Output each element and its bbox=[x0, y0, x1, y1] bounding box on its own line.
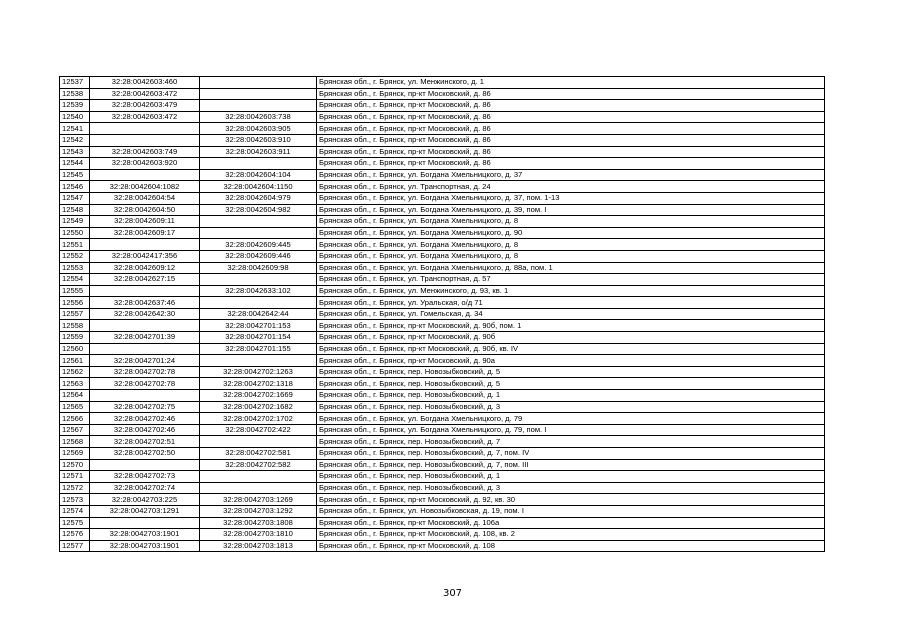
address-cell: Брянская обл., г. Брянск, пер. Новозыбковский, д. 3 bbox=[317, 482, 825, 494]
object-cadastral-number-cell: 32:28:0042603:905 bbox=[200, 123, 317, 135]
object-cadastral-number-cell: 32:28:0042703:1292 bbox=[200, 505, 317, 517]
row-number-cell: 12555 bbox=[60, 285, 90, 297]
cadastral-number-cell: 32:28:0042609:17 bbox=[90, 227, 200, 239]
object-cadastral-number-cell: 32:28:0042603:910 bbox=[200, 134, 317, 146]
object-cadastral-number-cell: 32:28:0042703:1810 bbox=[200, 529, 317, 541]
address-cell: Брянская обл., г. Брянск, пр-кт Московский, д. 86 bbox=[317, 100, 825, 112]
object-cadastral-number-cell bbox=[200, 274, 317, 286]
table-row bbox=[60, 320, 825, 332]
row-number-cell: 12560 bbox=[60, 343, 90, 355]
row-number-cell: 12572 bbox=[60, 482, 90, 494]
object-cadastral-number-cell: 32:28:0042702:1682 bbox=[200, 401, 317, 413]
cadastral-number-cell: 32:28:0042637:46 bbox=[90, 297, 200, 309]
address-cell: Брянская обл., г. Брянск, ул. Богдана Хмельницкого, д. 88а, пом. 1 bbox=[317, 262, 825, 274]
row-number-cell: 12571 bbox=[60, 471, 90, 483]
table-row bbox=[60, 343, 825, 355]
table-row bbox=[60, 181, 825, 193]
cadastral-number-cell: 32:28:0042701:39 bbox=[90, 332, 200, 344]
registry-table-body bbox=[60, 77, 825, 552]
object-cadastral-number-cell: 32:28:0042609:98 bbox=[200, 262, 317, 274]
cadastral-number-cell: 32:28:0042603:920 bbox=[90, 158, 200, 170]
row-number-cell: 12549 bbox=[60, 216, 90, 228]
row-number-cell: 12563 bbox=[60, 378, 90, 390]
object-cadastral-number-cell: 32:28:0042703:1813 bbox=[200, 540, 317, 552]
address-cell: Брянская обл., г. Брянск, ул. Богдана Хмельницкого, д. 8 bbox=[317, 250, 825, 262]
row-number-cell: 12539 bbox=[60, 100, 90, 112]
object-cadastral-number-cell: 32:28:0042603:911 bbox=[200, 146, 317, 158]
row-number-cell: 12562 bbox=[60, 366, 90, 378]
table-row bbox=[60, 355, 825, 367]
address-cell: Брянская обл., г. Брянск, пр-кт Московский, д. 86 bbox=[317, 88, 825, 100]
table-row bbox=[60, 216, 825, 228]
cadastral-number-cell bbox=[90, 320, 200, 332]
address-cell: Брянская обл., г. Брянск, пер. Новозыбковский, д. 1 bbox=[317, 390, 825, 402]
object-cadastral-number-cell: 32:28:0042603:738 bbox=[200, 111, 317, 123]
table-row bbox=[60, 204, 825, 216]
table-row bbox=[60, 413, 825, 425]
row-number-cell: 12547 bbox=[60, 192, 90, 204]
object-cadastral-number-cell: 32:28:0042702:581 bbox=[200, 448, 317, 460]
cadastral-number-cell bbox=[90, 343, 200, 355]
cadastral-number-cell bbox=[90, 390, 200, 402]
table-row bbox=[60, 436, 825, 448]
address-cell: Брянская обл., г. Брянск, пр-кт Московский, д. 90б bbox=[317, 332, 825, 344]
address-cell: Брянская обл., г. Брянск, ул. Богдана Хмельницкого, д. 37, пом. 1-13 bbox=[317, 192, 825, 204]
object-cadastral-number-cell: 32:28:0042702:1702 bbox=[200, 413, 317, 425]
object-cadastral-number-cell: 32:28:0042604:982 bbox=[200, 204, 317, 216]
row-number-cell: 12541 bbox=[60, 123, 90, 135]
cadastral-number-cell: 32:28:0042603:472 bbox=[90, 88, 200, 100]
table-row bbox=[60, 424, 825, 436]
object-cadastral-number-cell bbox=[200, 100, 317, 112]
address-cell: Брянская обл., г. Брянск, ул. Богдана Хмельницкого, д. 90 bbox=[317, 227, 825, 239]
address-cell: Брянская обл., г. Брянск, ул. Новозыбковская, д. 19, пом. I bbox=[317, 505, 825, 517]
address-cell: Брянская обл., г. Брянск, пр-кт Московский, д. 86 bbox=[317, 111, 825, 123]
object-cadastral-number-cell: 32:28:0042609:446 bbox=[200, 250, 317, 262]
address-cell: Брянская обл., г. Брянск, пр-кт Московский, д. 86 bbox=[317, 146, 825, 158]
table-row bbox=[60, 390, 825, 402]
object-cadastral-number-cell: 32:28:0042702:1669 bbox=[200, 390, 317, 402]
address-cell: Брянская обл., г. Брянск, пер. Новозыбковский, д. 7 bbox=[317, 436, 825, 448]
object-cadastral-number-cell bbox=[200, 158, 317, 170]
cadastral-number-cell: 32:28:0042604:1082 bbox=[90, 181, 200, 193]
table-row bbox=[60, 540, 825, 552]
address-cell: Брянская обл., г. Брянск, ул. Богдана Хмельницкого, д. 8 bbox=[317, 216, 825, 228]
row-number-cell: 12552 bbox=[60, 250, 90, 262]
cadastral-number-cell: 32:28:0042603:479 bbox=[90, 100, 200, 112]
row-number-cell: 12540 bbox=[60, 111, 90, 123]
object-cadastral-number-cell: 32:28:0042604:104 bbox=[200, 169, 317, 181]
table-row bbox=[60, 471, 825, 483]
address-cell: Брянская обл., г. Брянск, пр-кт Московский, д. 108, кв. 2 bbox=[317, 529, 825, 541]
row-number-cell: 12550 bbox=[60, 227, 90, 239]
table-row bbox=[60, 111, 825, 123]
object-cadastral-number-cell bbox=[200, 482, 317, 494]
address-cell: Брянская обл., г. Брянск, ул. Богдана Хмельницкого, д. 39, пом. I bbox=[317, 204, 825, 216]
row-number-cell: 12557 bbox=[60, 308, 90, 320]
object-cadastral-number-cell: 32:28:0042702:422 bbox=[200, 424, 317, 436]
address-cell: Брянская обл., г. Брянск, пер. Новозыбковский, д. 3 bbox=[317, 401, 825, 413]
table-row bbox=[60, 134, 825, 146]
table-row bbox=[60, 308, 825, 320]
row-number-cell: 12573 bbox=[60, 494, 90, 506]
row-number-cell: 12574 bbox=[60, 505, 90, 517]
cadastral-number-cell: 32:28:0042703:1291 bbox=[90, 505, 200, 517]
row-number-cell: 12559 bbox=[60, 332, 90, 344]
address-cell: Брянская обл., г. Брянск, ул. Менжинского, д. 1 bbox=[317, 77, 825, 89]
object-cadastral-number-cell: 32:28:0042702:582 bbox=[200, 459, 317, 471]
row-number-cell: 12556 bbox=[60, 297, 90, 309]
cadastral-number-cell: 32:28:0042417:356 bbox=[90, 250, 200, 262]
object-cadastral-number-cell: 32:28:0042702:1318 bbox=[200, 378, 317, 390]
address-cell: Брянская обл., г. Брянск, пр-кт Московский, д. 86 bbox=[317, 134, 825, 146]
table-row bbox=[60, 401, 825, 413]
cadastral-number-cell: 32:28:0042702:75 bbox=[90, 401, 200, 413]
object-cadastral-number-cell bbox=[200, 297, 317, 309]
row-number-cell: 12566 bbox=[60, 413, 90, 425]
table-row bbox=[60, 274, 825, 286]
address-cell: Брянская обл., г. Брянск, ул. Гомельская, д. 34 bbox=[317, 308, 825, 320]
address-cell: Брянская обл., г. Брянск, пер. Новозыбковский, д. 5 bbox=[317, 378, 825, 390]
cadastral-number-cell: 32:28:0042642:30 bbox=[90, 308, 200, 320]
cadastral-number-cell: 32:28:0042604:54 bbox=[90, 192, 200, 204]
address-cell: Брянская обл., г. Брянск, ул. Богдана Хмельницкого, д. 79, пом. I bbox=[317, 424, 825, 436]
address-cell: Брянская обл., г. Брянск, пр-кт Московский, д. 92, кв. 30 bbox=[317, 494, 825, 506]
cadastral-number-cell bbox=[90, 517, 200, 529]
cadastral-number-cell: 32:28:0042703:225 bbox=[90, 494, 200, 506]
table-row bbox=[60, 123, 825, 135]
row-number-cell: 12564 bbox=[60, 390, 90, 402]
address-cell: Брянская обл., г. Брянск, пр-кт Московский, д. 86 bbox=[317, 123, 825, 135]
cadastral-number-cell: 32:28:0042702:51 bbox=[90, 436, 200, 448]
page-number: 307 bbox=[442, 588, 463, 599]
table-row bbox=[60, 100, 825, 112]
row-number-cell: 12577 bbox=[60, 540, 90, 552]
cadastral-number-cell: 32:28:0042627:15 bbox=[90, 274, 200, 286]
address-cell: Брянская обл., г. Брянск, пр-кт Московский, д. 90б, кв. IV bbox=[317, 343, 825, 355]
row-number-cell: 12554 bbox=[60, 274, 90, 286]
row-number-cell: 12558 bbox=[60, 320, 90, 332]
table-row bbox=[60, 378, 825, 390]
address-cell: Брянская обл., г. Брянск, пер. Новозыбковский, д. 1 bbox=[317, 471, 825, 483]
row-number-cell: 12545 bbox=[60, 169, 90, 181]
cadastral-number-cell: 32:28:0042609:11 bbox=[90, 216, 200, 228]
address-cell: Брянская обл., г. Брянск, пр-кт Московский, д. 90б, пом. 1 bbox=[317, 320, 825, 332]
address-cell: Брянская обл., г. Брянск, ул. Богдана Хмельницкого, д. 79 bbox=[317, 413, 825, 425]
cadastral-number-cell bbox=[90, 239, 200, 251]
object-cadastral-number-cell bbox=[200, 88, 317, 100]
row-number-cell: 12567 bbox=[60, 424, 90, 436]
cadastral-number-cell: 32:28:0042609:12 bbox=[90, 262, 200, 274]
object-cadastral-number-cell: 32:28:0042604:1150 bbox=[200, 181, 317, 193]
address-cell: Брянская обл., г. Брянск, пр-кт Московский, д. 108 bbox=[317, 540, 825, 552]
cadastral-number-cell: 32:28:0042702:74 bbox=[90, 482, 200, 494]
cadastral-number-cell: 32:28:0042702:46 bbox=[90, 424, 200, 436]
table-row bbox=[60, 332, 825, 344]
cadastral-number-cell: 32:28:0042702:73 bbox=[90, 471, 200, 483]
address-cell: Брянская обл., г. Брянск, ул. Богдана Хмельницкого, д. 8 bbox=[317, 239, 825, 251]
cadastral-number-cell bbox=[90, 459, 200, 471]
table-row bbox=[60, 505, 825, 517]
row-number-cell: 12568 bbox=[60, 436, 90, 448]
object-cadastral-number-cell: 32:28:0042702:1263 bbox=[200, 366, 317, 378]
cadastral-number-cell: 32:28:0042604:50 bbox=[90, 204, 200, 216]
row-number-cell: 12570 bbox=[60, 459, 90, 471]
table-row bbox=[60, 448, 825, 460]
object-cadastral-number-cell bbox=[200, 216, 317, 228]
table-row bbox=[60, 169, 825, 181]
row-number-cell: 12548 bbox=[60, 204, 90, 216]
cadastral-number-cell bbox=[90, 285, 200, 297]
object-cadastral-number-cell: 32:28:0042701:154 bbox=[200, 332, 317, 344]
row-number-cell: 12576 bbox=[60, 529, 90, 541]
row-number-cell: 12569 bbox=[60, 448, 90, 460]
table-row bbox=[60, 494, 825, 506]
address-cell: Брянская обл., г. Брянск, ул. Богдана Хмельницкого, д. 37 bbox=[317, 169, 825, 181]
object-cadastral-number-cell: 32:28:0042703:1269 bbox=[200, 494, 317, 506]
object-cadastral-number-cell bbox=[200, 355, 317, 367]
object-cadastral-number-cell: 32:28:0042609:445 bbox=[200, 239, 317, 251]
table-row bbox=[60, 366, 825, 378]
row-number-cell: 12544 bbox=[60, 158, 90, 170]
row-number-cell: 12542 bbox=[60, 134, 90, 146]
row-number-cell: 12565 bbox=[60, 401, 90, 413]
cadastral-number-cell bbox=[90, 134, 200, 146]
object-cadastral-number-cell: 32:28:0042642:44 bbox=[200, 308, 317, 320]
cadastral-number-cell: 32:28:0042702:46 bbox=[90, 413, 200, 425]
row-number-cell: 12561 bbox=[60, 355, 90, 367]
address-cell: Брянская обл., г. Брянск, ул. Транспортная, д. 57 bbox=[317, 274, 825, 286]
row-number-cell: 12551 bbox=[60, 239, 90, 251]
cadastral-number-cell: 32:28:0042701:24 bbox=[90, 355, 200, 367]
registry-table bbox=[59, 76, 825, 552]
table-row bbox=[60, 239, 825, 251]
table-row bbox=[60, 297, 825, 309]
row-number-cell: 12537 bbox=[60, 77, 90, 89]
row-number-cell: 12575 bbox=[60, 517, 90, 529]
table-row bbox=[60, 262, 825, 274]
cadastral-number-cell bbox=[90, 123, 200, 135]
table-row bbox=[60, 482, 825, 494]
row-number-cell: 12538 bbox=[60, 88, 90, 100]
object-cadastral-number-cell: 32:28:0042701:153 bbox=[200, 320, 317, 332]
object-cadastral-number-cell bbox=[200, 471, 317, 483]
address-cell: Брянская обл., г. Брянск, ул. Менжинского, д. 93, кв. 1 bbox=[317, 285, 825, 297]
address-cell: Брянская обл., г. Брянск, пер. Новозыбковский, д. 7, пом. III bbox=[317, 459, 825, 471]
table-row bbox=[60, 227, 825, 239]
object-cadastral-number-cell: 32:28:0042604:979 bbox=[200, 192, 317, 204]
object-cadastral-number-cell bbox=[200, 227, 317, 239]
table-row bbox=[60, 146, 825, 158]
address-cell: Брянская обл., г. Брянск, пер. Новозыбковский, д. 5 bbox=[317, 366, 825, 378]
address-cell: Брянская обл., г. Брянск, пер. Новозыбковский, д. 7, пом. IV bbox=[317, 448, 825, 460]
address-cell: Брянская обл., г. Брянск, ул. Транспортная, д. 24 bbox=[317, 181, 825, 193]
table-row bbox=[60, 285, 825, 297]
cadastral-number-cell: 32:28:0042603:460 bbox=[90, 77, 200, 89]
address-cell: Брянская обл., г. Брянск, пр-кт Московский, д. 90а bbox=[317, 355, 825, 367]
address-cell: Брянская обл., г. Брянск, пр-кт Московский, д. 106а bbox=[317, 517, 825, 529]
table-row bbox=[60, 88, 825, 100]
cadastral-number-cell: 32:28:0042603:749 bbox=[90, 146, 200, 158]
object-cadastral-number-cell: 32:28:0042633:102 bbox=[200, 285, 317, 297]
table-row bbox=[60, 459, 825, 471]
cadastral-number-cell: 32:28:0042703:1901 bbox=[90, 540, 200, 552]
address-cell: Брянская обл., г. Брянск, пр-кт Московский, д. 86 bbox=[317, 158, 825, 170]
row-number-cell: 12546 bbox=[60, 181, 90, 193]
table-row bbox=[60, 250, 825, 262]
object-cadastral-number-cell: 32:28:0042701:155 bbox=[200, 343, 317, 355]
object-cadastral-number-cell bbox=[200, 77, 317, 89]
cadastral-number-cell: 32:28:0042702:78 bbox=[90, 378, 200, 390]
cadastral-number-cell: 32:28:0042702:78 bbox=[90, 366, 200, 378]
cadastral-number-cell: 32:28:0042703:1901 bbox=[90, 529, 200, 541]
address-cell: Брянская обл., г. Брянск, ул. Уральская, о/д 71 bbox=[317, 297, 825, 309]
row-number-cell: 12543 bbox=[60, 146, 90, 158]
row-number-cell: 12553 bbox=[60, 262, 90, 274]
table-row bbox=[60, 517, 825, 529]
table-row bbox=[60, 158, 825, 170]
object-cadastral-number-cell: 32:28:0042703:1808 bbox=[200, 517, 317, 529]
table-row bbox=[60, 192, 825, 204]
object-cadastral-number-cell bbox=[200, 436, 317, 448]
cadastral-number-cell: 32:28:0042603:472 bbox=[90, 111, 200, 123]
table-row bbox=[60, 529, 825, 541]
cadastral-number-cell bbox=[90, 169, 200, 181]
table-row bbox=[60, 77, 825, 89]
cadastral-number-cell: 32:28:0042702:50 bbox=[90, 448, 200, 460]
